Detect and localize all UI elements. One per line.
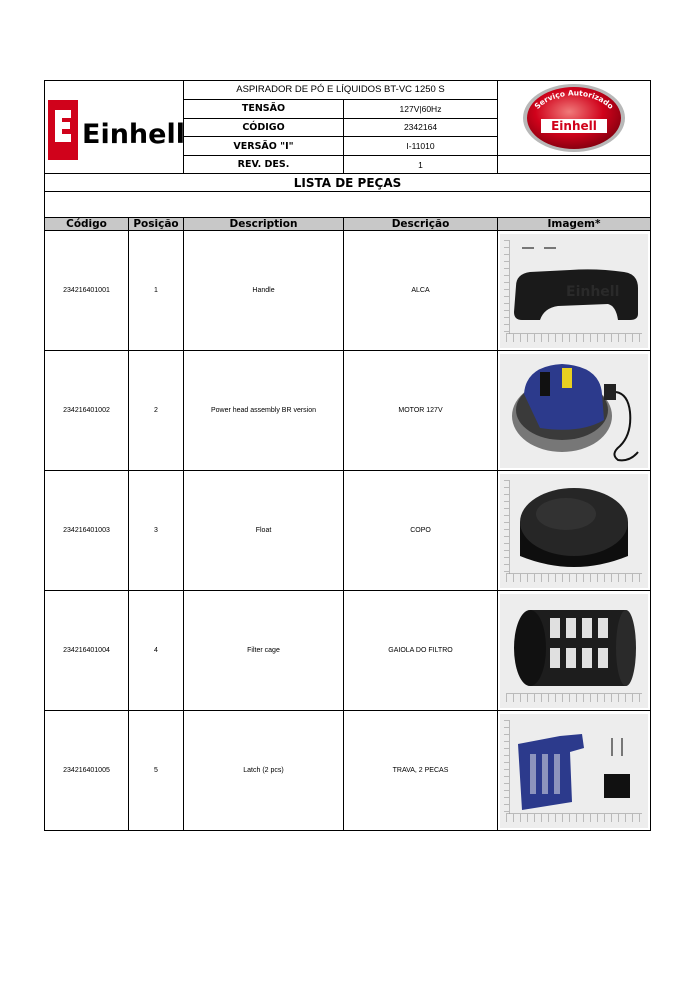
field-value-tensao: 127V|60Hz bbox=[344, 99, 498, 118]
part-position: 2 bbox=[129, 351, 184, 471]
filter-cage-photo bbox=[500, 594, 648, 708]
seal-brand-text: Einhell bbox=[551, 119, 597, 133]
product-title: ASPIRADOR DE PÓ E LÍQUIDOS BT-VC 1250 S bbox=[184, 81, 498, 100]
header-table bbox=[44, 80, 651, 218]
col-header-posicao: Posição bbox=[129, 218, 184, 231]
handle-embossed-brand-text: Einhell bbox=[566, 283, 620, 300]
table-row bbox=[45, 471, 651, 591]
field-label-tensao: TENSÃO bbox=[184, 99, 344, 118]
list-title: LISTA DE PEÇAS bbox=[45, 174, 651, 192]
part-image-cell bbox=[498, 591, 651, 711]
part-description: Filter cage bbox=[184, 591, 344, 711]
part-image-cell bbox=[498, 711, 651, 831]
latch-photo bbox=[500, 714, 648, 828]
table-row bbox=[45, 231, 651, 351]
part-position: 1 bbox=[129, 231, 184, 351]
part-code: 234216401004 bbox=[45, 591, 129, 711]
table-row bbox=[45, 711, 651, 831]
spacer-row bbox=[45, 192, 651, 218]
logo-brand-text: Einhell bbox=[81, 119, 183, 150]
part-description: Latch (2 pcs) bbox=[184, 711, 344, 831]
part-image-cell bbox=[498, 471, 651, 591]
part-code: 234216401005 bbox=[45, 711, 129, 831]
einhell-logo bbox=[46, 85, 183, 167]
field-value-rev: 1 bbox=[344, 156, 498, 174]
part-position: 4 bbox=[129, 591, 184, 711]
col-header-codigo: Código bbox=[45, 218, 129, 231]
field-label-codigo: CÓDIGO bbox=[184, 118, 344, 137]
part-image-cell bbox=[498, 231, 651, 351]
part-code: 234216401002 bbox=[45, 351, 129, 471]
col-header-imagem: Imagem* bbox=[498, 218, 651, 231]
part-position: 3 bbox=[129, 471, 184, 591]
part-description: Float bbox=[184, 471, 344, 591]
part-descricao: ALCA bbox=[344, 231, 498, 351]
part-position: 5 bbox=[129, 711, 184, 831]
table-row bbox=[45, 591, 651, 711]
col-header-description: Description bbox=[184, 218, 344, 231]
handle-photo bbox=[500, 234, 648, 348]
seal-cell bbox=[498, 81, 651, 156]
part-description: Handle bbox=[184, 231, 344, 351]
float-photo bbox=[500, 474, 648, 588]
part-description: Power head assembly BR version bbox=[184, 351, 344, 471]
part-descricao: COPO bbox=[344, 471, 498, 591]
part-image-cell bbox=[498, 351, 651, 471]
brand-logo-cell bbox=[45, 81, 184, 174]
parts-list-sheet bbox=[44, 80, 650, 831]
seal-top-text: Serviço Autorizado bbox=[532, 88, 616, 111]
authorized-service-seal bbox=[499, 81, 649, 153]
part-code: 234216401003 bbox=[45, 471, 129, 591]
motor-photo bbox=[500, 354, 648, 468]
field-label-versao: VERSÃO "I" bbox=[184, 137, 344, 156]
field-label-rev: REV. DES. bbox=[184, 156, 344, 174]
table-row bbox=[45, 351, 651, 471]
parts-table bbox=[44, 217, 651, 831]
part-descricao: GAIOLA DO FILTRO bbox=[344, 591, 498, 711]
field-value-versao: I-11010 bbox=[344, 137, 498, 156]
part-descricao: TRAVA, 2 PECAS bbox=[344, 711, 498, 831]
part-descricao: MOTOR 127V bbox=[344, 351, 498, 471]
part-code: 234216401001 bbox=[45, 231, 129, 351]
field-value-codigo: 2342164 bbox=[344, 118, 498, 137]
col-header-descricao: Descrição bbox=[344, 218, 498, 231]
